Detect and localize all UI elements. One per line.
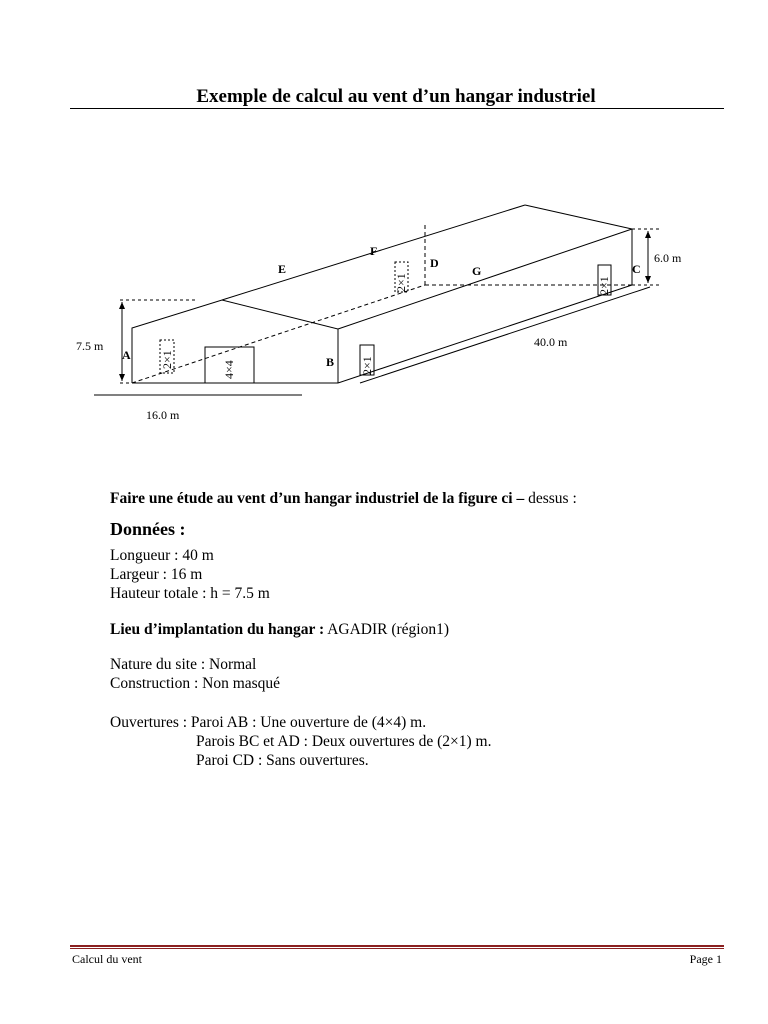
footer-rule — [70, 945, 724, 947]
opening-label-bc: 2×1 — [360, 356, 374, 375]
lieu-bold: Lieu d’implantation du hangar : — [110, 621, 325, 638]
donnees-hauteur: Hauteur totale : h = 7.5 m — [110, 585, 270, 602]
site-construction: Construction : Non masqué — [110, 675, 281, 692]
page-title: Exemple de calcul au vent d’un hangar industriel — [196, 86, 596, 107]
label-c: C — [632, 262, 641, 276]
intro-rest: dessus : — [524, 490, 577, 507]
opening-label-ad-front: 2×1 — [160, 350, 174, 369]
dim-label-height-total: 7.5 m — [76, 339, 104, 353]
opening-label-cd: 2×1 — [597, 276, 611, 295]
dim-label-length: 40.0 m — [534, 335, 568, 349]
footer-rule-thin — [70, 948, 724, 949]
page-number: Page 1 — [689, 952, 722, 966]
title-rule — [70, 108, 724, 109]
intro-paragraph — [110, 489, 577, 508]
roof-eave-back — [525, 205, 632, 229]
label-a: A — [122, 348, 131, 362]
label-b: B — [326, 355, 335, 369]
opening-label-ad-back: 2×1 — [394, 273, 408, 292]
opening-label-ab: 4×4 — [222, 360, 236, 379]
lieu-rest: AGADIR (région1) — [324, 621, 450, 638]
site-block — [110, 655, 280, 693]
donnees-longueur: Longueur : 40 m — [110, 547, 214, 564]
label-g: G — [472, 264, 482, 278]
dim-length — [360, 287, 650, 383]
label-e: E — [278, 262, 287, 276]
ouvertures-line3: Paroi CD : Sans ouvertures. — [196, 752, 369, 769]
dim-label-width: 16.0 m — [146, 408, 180, 422]
donnees-list — [110, 546, 270, 603]
ouvertures-line1: Ouvertures : Paroi AB : Une ouverture de (4×4) m. — [110, 714, 427, 731]
hangar-figure — [70, 195, 730, 435]
footer-title: Calcul du vent — [72, 952, 142, 966]
roof-eave-right — [338, 229, 632, 329]
ouvertures-block — [110, 713, 491, 770]
donnees-largeur: Largeur : 16 m — [110, 566, 203, 583]
label-f: F — [370, 244, 378, 258]
right-wall-base — [338, 285, 632, 383]
intro-bold: Faire une étude au vent d’un hangar industriel de la figure ci – — [110, 490, 525, 507]
site-nature: Nature du site : Normal — [110, 656, 257, 673]
ouvertures-line2: Parois BC et AD : Deux ouvertures de (2×1) m. — [196, 733, 492, 750]
dim-label-height-wall: 6.0 m — [654, 251, 682, 265]
label-d: D — [430, 256, 439, 270]
lieu-paragraph — [110, 620, 449, 639]
donnees-heading: Données : — [110, 519, 186, 539]
